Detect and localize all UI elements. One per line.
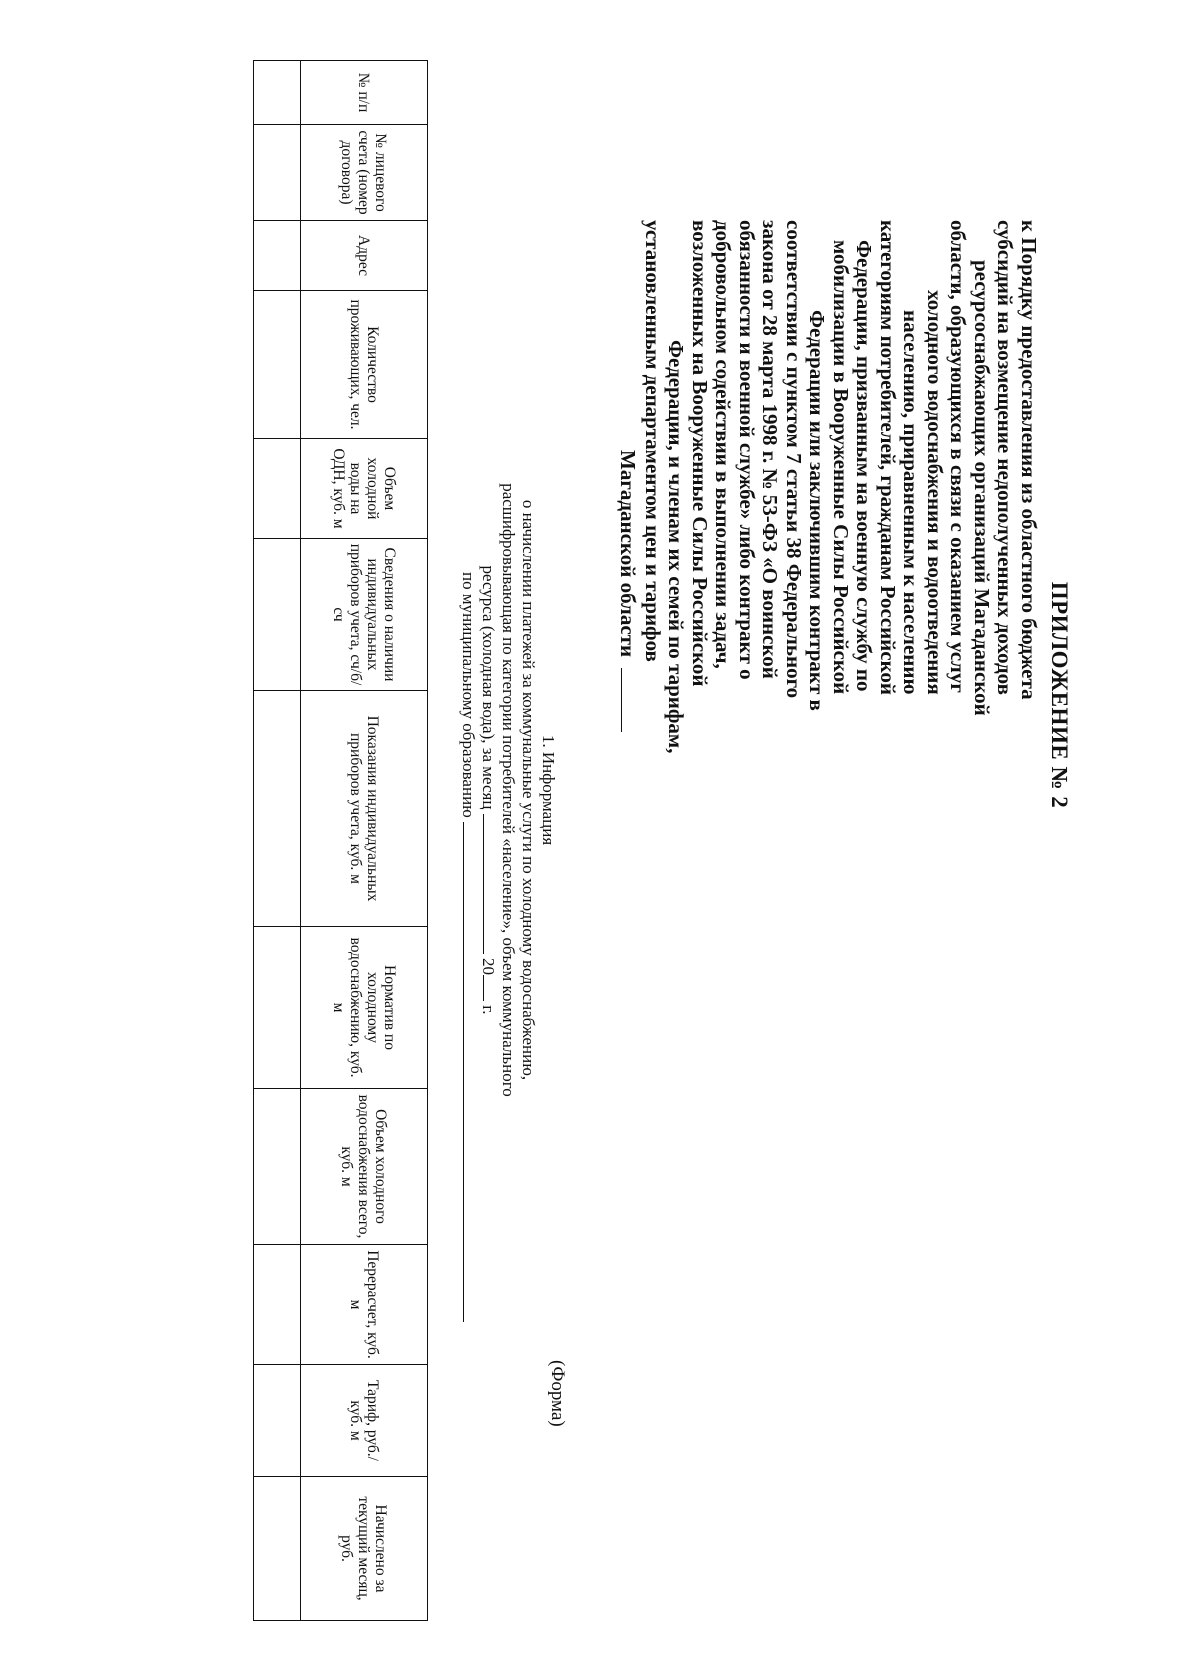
column-header: Показания индивидуальных приборов учета, куб. м (301, 691, 428, 927)
table-cell[interactable] (254, 221, 301, 291)
appendix-line: обязанности и военной службе» либо контракт о (735, 220, 759, 680)
charges-table (253, 60, 428, 1621)
info-year-label: 20 (479, 957, 498, 975)
column-header: Тариф, руб./куб. м (301, 1365, 428, 1477)
appendix-line: Федерации, и членам их семей по тарифам, (664, 340, 689, 754)
appendix-text (616, 190, 1040, 1200)
appendix-line: холодного водоснабжения и водоотведения (923, 290, 947, 695)
year-blank (483, 975, 498, 1001)
column-header: Объем холодной воды на ОДН, куб. м (301, 439, 428, 539)
info-line-4 (458, 240, 478, 1340)
column-header: Сведения о наличии индивидуальных приборов учета, сч/б/сч (301, 539, 428, 691)
info-block (458, 240, 558, 1340)
appendix-line: субсидий на возмещение недополученных доходов (993, 220, 1018, 695)
info-line-1: о начислении платежей за коммунальные услуги по холодному водоснабжению, (519, 499, 538, 1081)
appendix-line: возложенных на Вооруженные Силы Российской (688, 220, 712, 687)
table-cell[interactable] (254, 1477, 301, 1621)
table-cell[interactable] (254, 439, 301, 539)
table-header-row (301, 61, 428, 1621)
column-header: Норматив по холодному водоснабжению, куб. м (301, 927, 428, 1089)
column-header: Адрес (301, 221, 428, 291)
region-blank (622, 668, 641, 732)
table-cell[interactable] (254, 539, 301, 691)
appendix-line: области, образующихся в связи с оказанием услуг (946, 220, 971, 693)
appendix-line: соответствии с пунктом 7 статьи 38 Федерального (782, 220, 806, 699)
appendix-line: установленным департаментом цен и тарифов (641, 220, 665, 662)
column-header: № п/п (301, 61, 428, 125)
info-line-3 (478, 240, 498, 1340)
info-line-2: расшифровывающая по категории потребителей «население», объем коммунального (499, 483, 518, 1097)
table-cell[interactable] (254, 291, 301, 439)
appendix-line: категориям потребителей, гражданам Российской (876, 220, 900, 696)
info-line-3-prefix: ресурса (холодная вода), за месяц (479, 565, 498, 810)
column-header: Начислено за текущий месяц, руб. (301, 1477, 428, 1621)
appendix-last-line-row (616, 220, 641, 1200)
appendix-line: Магаданской области (616, 450, 641, 658)
appendix-line: Федерации, призванным на военную службу по (852, 240, 877, 692)
appendix-line: добровольном содействии в выполнении задач, (711, 220, 736, 669)
month-blank (483, 814, 498, 954)
appendix-line: населению, приравненным к населению (899, 310, 924, 695)
info-line-3-suffix: г. (479, 1005, 498, 1015)
table-cell[interactable] (254, 61, 301, 125)
table-cell[interactable] (254, 927, 301, 1089)
appendix-line: мобилизации в Вооруженные Силы Российской (829, 240, 853, 695)
municipality-blank (463, 822, 478, 1322)
column-header: Перерасчет, куб. м (301, 1245, 428, 1365)
appendix-line: закона от 28 марта 1998 г. № 53-ФЗ «О воинской (758, 220, 783, 679)
column-header: Количество проживающих, чел. (301, 291, 428, 439)
table-cell[interactable] (254, 1365, 301, 1477)
table-cell[interactable] (254, 691, 301, 927)
appendix-header (616, 190, 1072, 1200)
table-cell[interactable] (254, 1089, 301, 1245)
table-cell[interactable] (254, 1245, 301, 1365)
info-line-4-text: по муниципальному образованию (459, 572, 478, 818)
form-label: (Форма) (547, 1360, 568, 1427)
table-cell[interactable] (254, 125, 301, 221)
appendix-title: ПРИЛОЖЕНИЕ № 2 (1047, 581, 1072, 809)
column-header: Объем холодного водоснабжения всего, куб. м (301, 1089, 428, 1245)
appendix-line: к Порядку предоставления из областного бюджета (1017, 220, 1041, 700)
appendix-line: Федерации или заключившим контракт в (805, 310, 830, 711)
column-header: № лицевого счета (номер договора) (301, 125, 428, 221)
info-heading: 1. Информация (539, 734, 558, 846)
table-row (254, 61, 301, 1621)
appendix-line: ресурсоснабжающих организаций Магаданской (970, 260, 994, 716)
